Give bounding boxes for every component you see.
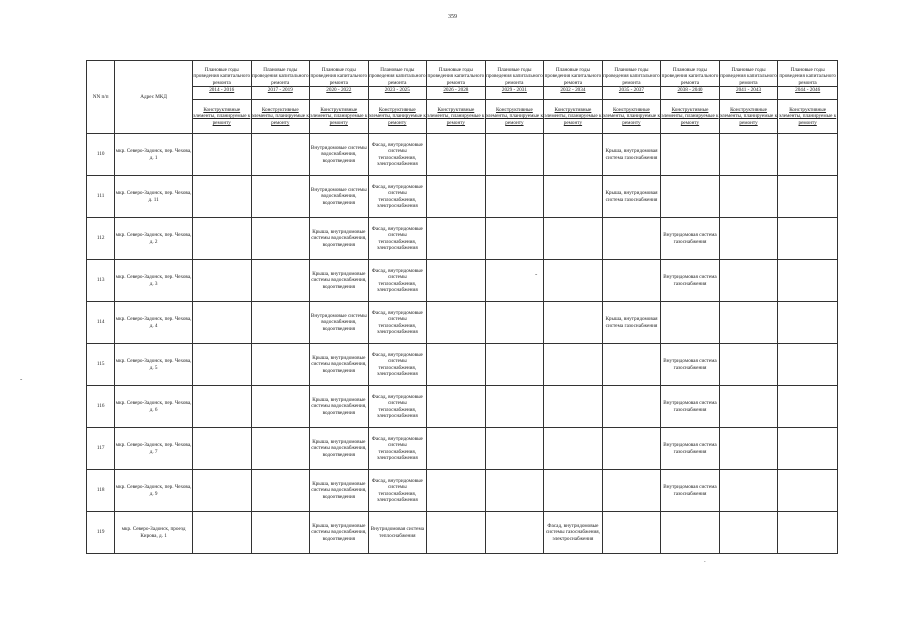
header-years: 2020 - 2022 xyxy=(310,86,368,93)
row-address: мкр. Северо-Задонск, проезд Кирова, д. 1 xyxy=(115,512,193,554)
row-elements-cell xyxy=(427,302,486,344)
row-number: 111 xyxy=(87,176,115,218)
row-elements-cell: Крыша, внутридомовая система газоснабжения xyxy=(602,134,661,176)
header-title: Плановые годы проведения капитального ремонта xyxy=(369,66,426,86)
subheader-elements: Конструктивные элементы, планируемые к ремонту xyxy=(544,100,603,134)
row-elements-cell xyxy=(485,470,544,512)
row-elements-cell xyxy=(778,512,838,554)
row-elements-cell: Фасад, внутридомовые системы газоснабжения, электроснабжения xyxy=(544,512,603,554)
row-number: 116 xyxy=(87,386,115,428)
header-period-3 xyxy=(368,61,427,100)
row-elements-cell xyxy=(192,302,251,344)
header-period-7 xyxy=(602,61,661,100)
row-elements-cell xyxy=(661,512,720,554)
subheader-elements: Конструктивные элементы, планируемые к ремонту xyxy=(602,100,661,134)
subheader-elements: Конструктивные элементы, планируемые к ремонту xyxy=(661,100,720,134)
capital-repair-table xyxy=(86,60,838,554)
row-elements-cell xyxy=(251,176,310,218)
table-body xyxy=(87,134,838,554)
row-elements-cell xyxy=(719,470,778,512)
header-period-2 xyxy=(310,61,369,100)
row-elements-cell: Фасад, внутридомовые системы теплоснабжения, электроснабжения xyxy=(368,344,427,386)
row-elements-cell xyxy=(427,512,486,554)
row-elements-cell xyxy=(251,302,310,344)
header-title: Плановые годы проведения капитального ремонта xyxy=(427,66,485,86)
header-period-9 xyxy=(719,61,778,100)
subheader-elements: Конструктивные элементы, планируемые к ремонту xyxy=(485,100,544,134)
subheader-elements: Конструктивные элементы, планируемые к ремонту xyxy=(310,100,369,134)
row-elements-cell xyxy=(719,428,778,470)
header-period-6 xyxy=(544,61,603,100)
row-number: 118 xyxy=(87,470,115,512)
row-elements-cell xyxy=(544,302,603,344)
header-years: 2017 - 2019 xyxy=(252,86,310,93)
row-elements-cell xyxy=(544,386,603,428)
row-elements-cell: Фасад, внутридомовые системы теплоснабжения, электроснабжения xyxy=(368,218,427,260)
row-elements-cell: Крыша, внутридомовые системы водоснабжения, водоотведения xyxy=(310,470,369,512)
header-years: 2041 - 2043 xyxy=(720,86,778,93)
row-elements-cell xyxy=(602,470,661,512)
row-address: мкр. Северо-Задонск, пер. Чехова, д. 5 xyxy=(115,344,193,386)
header-row xyxy=(87,61,838,100)
subheader-elements: Конструктивные элементы, планируемые к ремонту xyxy=(427,100,486,134)
row-elements-cell xyxy=(544,344,603,386)
table-row xyxy=(87,260,838,302)
row-elements-cell xyxy=(427,218,486,260)
row-elements-cell xyxy=(719,176,778,218)
header-period-5 xyxy=(485,61,544,100)
row-elements-cell: Крыша, внутридомовые системы водоснабжения, водоотведения xyxy=(310,218,369,260)
row-elements-cell xyxy=(778,302,838,344)
scan-mark: - xyxy=(20,375,23,383)
header-nn: NN п/п xyxy=(87,61,115,134)
row-elements-cell xyxy=(251,428,310,470)
row-elements-cell xyxy=(602,218,661,260)
row-elements-cell xyxy=(544,176,603,218)
row-elements-cell xyxy=(778,386,838,428)
header-years: 2029 - 2031 xyxy=(486,86,544,93)
row-number: 113 xyxy=(87,260,115,302)
header-years: 2035 - 2037 xyxy=(603,86,661,93)
row-elements-cell xyxy=(719,134,778,176)
row-elements-cell xyxy=(427,260,486,302)
row-elements-cell xyxy=(778,176,838,218)
row-elements-cell: Крыша, внутридомовые системы водоснабжения, водоотведения xyxy=(310,512,369,554)
header-period-0 xyxy=(192,61,251,100)
row-elements-cell: Внутридомовая система газоснабжения xyxy=(661,218,720,260)
row-elements-cell: Крыша, внутридомовые системы водоснабжения, водоотведения xyxy=(310,386,369,428)
row-elements-cell: Внутридомовая система газоснабжения xyxy=(661,260,720,302)
row-address: мкр. Северо-Задонск, пер. Чехова, д. 2 xyxy=(115,218,193,260)
row-elements-cell xyxy=(602,428,661,470)
table-row xyxy=(87,470,838,512)
row-elements-cell: Внутридомовая система газоснабжения xyxy=(661,386,720,428)
row-elements-cell xyxy=(251,260,310,302)
row-address: мкр. Северо-Задонск, пер. Чехова, д. 7 xyxy=(115,428,193,470)
header-years: 2038 - 2040 xyxy=(661,86,719,93)
row-elements-cell xyxy=(192,386,251,428)
row-elements-cell xyxy=(602,512,661,554)
row-address: мкр. Северо-Задонск, пер. Чехова, д. 4 xyxy=(115,302,193,344)
subheader-elements: Конструктивные элементы, планируемые к ремонту xyxy=(778,100,838,134)
row-elements-cell xyxy=(778,260,838,302)
row-address: мкр. Северо-Задонск, пер. Чехова, д. 3 xyxy=(115,260,193,302)
row-elements-cell xyxy=(192,176,251,218)
row-elements-cell xyxy=(778,470,838,512)
row-elements-cell xyxy=(427,176,486,218)
row-number: 114 xyxy=(87,302,115,344)
row-elements-cell: Крыша, внутридомовые системы водоснабжения, водоотведения xyxy=(310,344,369,386)
row-elements-cell xyxy=(778,344,838,386)
table-row xyxy=(87,134,838,176)
row-elements-cell: Крыша, внутридомовая система газоснабжения xyxy=(602,302,661,344)
header-address: Адрес МКД xyxy=(115,61,193,134)
row-elements-cell xyxy=(192,344,251,386)
row-elements-cell xyxy=(485,386,544,428)
row-elements-cell: Внутридомовые системы водоснабжения, водоотведения xyxy=(310,176,369,218)
row-elements-cell xyxy=(485,512,544,554)
row-elements-cell xyxy=(719,260,778,302)
row-elements-cell xyxy=(544,470,603,512)
row-elements-cell xyxy=(427,134,486,176)
row-elements-cell: Фасад, внутридомовые системы теплоснабжения, электроснабжения xyxy=(368,470,427,512)
row-elements-cell xyxy=(192,428,251,470)
row-elements-cell xyxy=(544,428,603,470)
row-elements-cell: Фасад, внутридомовые системы теплоснабжения, электроснабжения xyxy=(368,428,427,470)
row-elements-cell xyxy=(251,344,310,386)
header-years: 2026 - 2028 xyxy=(427,86,485,93)
row-elements-cell: Внутридомовая система газоснабжения xyxy=(661,428,720,470)
header-period-1 xyxy=(251,61,310,100)
row-elements-cell xyxy=(602,260,661,302)
header-period-8 xyxy=(661,61,720,100)
table-row xyxy=(87,302,838,344)
row-elements-cell xyxy=(427,470,486,512)
row-elements-cell xyxy=(544,260,603,302)
row-elements-cell: Внутридомовая система теплоснабжения xyxy=(368,512,427,554)
row-elements-cell xyxy=(778,134,838,176)
row-elements-cell xyxy=(192,260,251,302)
header-title: Плановые годы проведения капитального ремонта xyxy=(544,66,602,86)
row-elements-cell: Внутридомовая система газоснабжения xyxy=(661,344,720,386)
row-elements-cell xyxy=(427,344,486,386)
scan-mark: . xyxy=(704,556,706,564)
row-number: 115 xyxy=(87,344,115,386)
row-elements-cell xyxy=(251,512,310,554)
row-elements-cell xyxy=(485,176,544,218)
row-elements-cell xyxy=(192,218,251,260)
subheader-elements: Конструктивные элементы, планируемые к ремонту xyxy=(192,100,251,134)
row-elements-cell: Крыша, внутридомовые системы водоснабжения, водоотведения xyxy=(310,260,369,302)
row-elements-cell xyxy=(251,470,310,512)
row-elements-cell xyxy=(719,386,778,428)
row-elements-cell xyxy=(485,134,544,176)
row-elements-cell: Фасад, внутридомовые системы теплоснабжения, электроснабжения xyxy=(368,134,427,176)
row-elements-cell xyxy=(485,218,544,260)
row-elements-cell xyxy=(778,218,838,260)
header-title: Плановые годы проведения капитального ремонта xyxy=(251,66,309,86)
row-elements-cell xyxy=(719,344,778,386)
row-elements-cell xyxy=(544,218,603,260)
row-elements-cell: Фасад, внутридомовые системы теплоснабжения, электроснабжения xyxy=(368,176,427,218)
table-row xyxy=(87,512,838,554)
row-elements-cell xyxy=(661,176,720,218)
table-row xyxy=(87,428,838,470)
header-title: Плановые годы проведения капитального ремонта xyxy=(486,66,543,86)
row-elements-cell xyxy=(661,134,720,176)
row-address: мкр. Северо-Задонск, пер. Чехова, д. 6 xyxy=(115,386,193,428)
row-elements-cell xyxy=(544,134,603,176)
row-elements-cell xyxy=(719,218,778,260)
row-number: 117 xyxy=(87,428,115,470)
row-number: 119 xyxy=(87,512,115,554)
header-title: Плановые годы проведения капитального ремонта xyxy=(193,66,251,86)
header-title: Плановые годы проведения капитального ремонта xyxy=(310,66,368,86)
row-elements-cell xyxy=(251,218,310,260)
row-elements-cell xyxy=(427,428,486,470)
row-elements-cell: Крыша, внутридомовые системы водоснабжения, водоотведения xyxy=(310,428,369,470)
row-elements-cell xyxy=(602,344,661,386)
row-address: мкр. Северо-Задонск, пер. Чехова, д. 11 xyxy=(115,176,193,218)
row-address: мкр. Северо-Задонск, пер. Чехова, д. 9 xyxy=(115,470,193,512)
scan-mark: - xyxy=(535,270,538,278)
row-elements-cell xyxy=(251,386,310,428)
header-years: 2023 - 2025 xyxy=(369,86,427,93)
row-elements-cell: Фасад, внутридомовые системы теплоснабжения, электроснабжения xyxy=(368,260,427,302)
row-address: мкр. Северо-Задонск, пер. Чехова, д. 1 xyxy=(115,134,193,176)
row-elements-cell xyxy=(192,512,251,554)
page-number: 359 xyxy=(448,14,457,20)
row-elements-cell xyxy=(485,302,544,344)
table-row xyxy=(87,176,838,218)
subheader-elements: Конструктивные элементы, планируемые к ремонту xyxy=(719,100,778,134)
header-title: Плановые годы проведения капитального ремонта xyxy=(603,66,660,86)
subheader-elements: Конструктивные элементы, планируемые к ремонту xyxy=(368,100,427,134)
row-elements-cell xyxy=(778,428,838,470)
row-elements-cell: Крыша, внутридомовая система газоснабжения xyxy=(602,176,661,218)
header-period-10 xyxy=(778,61,838,100)
row-elements-cell xyxy=(427,386,486,428)
row-elements-cell xyxy=(485,344,544,386)
row-elements-cell xyxy=(192,470,251,512)
table-row xyxy=(87,218,838,260)
row-number: 110 xyxy=(87,134,115,176)
row-elements-cell: Внутридомовая система газоснабжения xyxy=(661,470,720,512)
subheader-row xyxy=(87,100,838,134)
row-elements-cell: Внутридомовые системы водоснабжения, водоотведения xyxy=(310,134,369,176)
row-elements-cell xyxy=(251,134,310,176)
table-row xyxy=(87,386,838,428)
row-number: 112 xyxy=(87,218,115,260)
row-elements-cell xyxy=(192,134,251,176)
row-elements-cell: Фасад, внутридомовые системы теплоснабжения, электроснабжения xyxy=(368,302,427,344)
header-title: Плановые годы проведения капитального ремонта xyxy=(779,66,836,86)
header-years: 2032 - 2034 xyxy=(544,86,602,93)
table-row xyxy=(87,344,838,386)
subheader-elements: Конструктивные элементы, планируемые к ремонту xyxy=(251,100,310,134)
row-elements-cell xyxy=(602,386,661,428)
row-elements-cell xyxy=(719,512,778,554)
header-years: 2014 - 2016 xyxy=(193,86,251,93)
row-elements-cell: Внутридомовые системы водоснабжения, водоотведения xyxy=(310,302,369,344)
row-elements-cell xyxy=(485,428,544,470)
row-elements-cell xyxy=(661,302,720,344)
header-title: Плановые годы проведения капитального ремонта xyxy=(720,66,777,86)
header-years: 2044 - 2046 xyxy=(778,86,837,93)
header-title: Плановые годы проведения капитального ремонта xyxy=(661,66,719,86)
row-elements-cell xyxy=(485,260,544,302)
header-period-4 xyxy=(427,61,486,100)
row-elements-cell: Фасад, внутридомовые системы теплоснабжения, электроснабжения xyxy=(368,386,427,428)
row-elements-cell xyxy=(719,302,778,344)
